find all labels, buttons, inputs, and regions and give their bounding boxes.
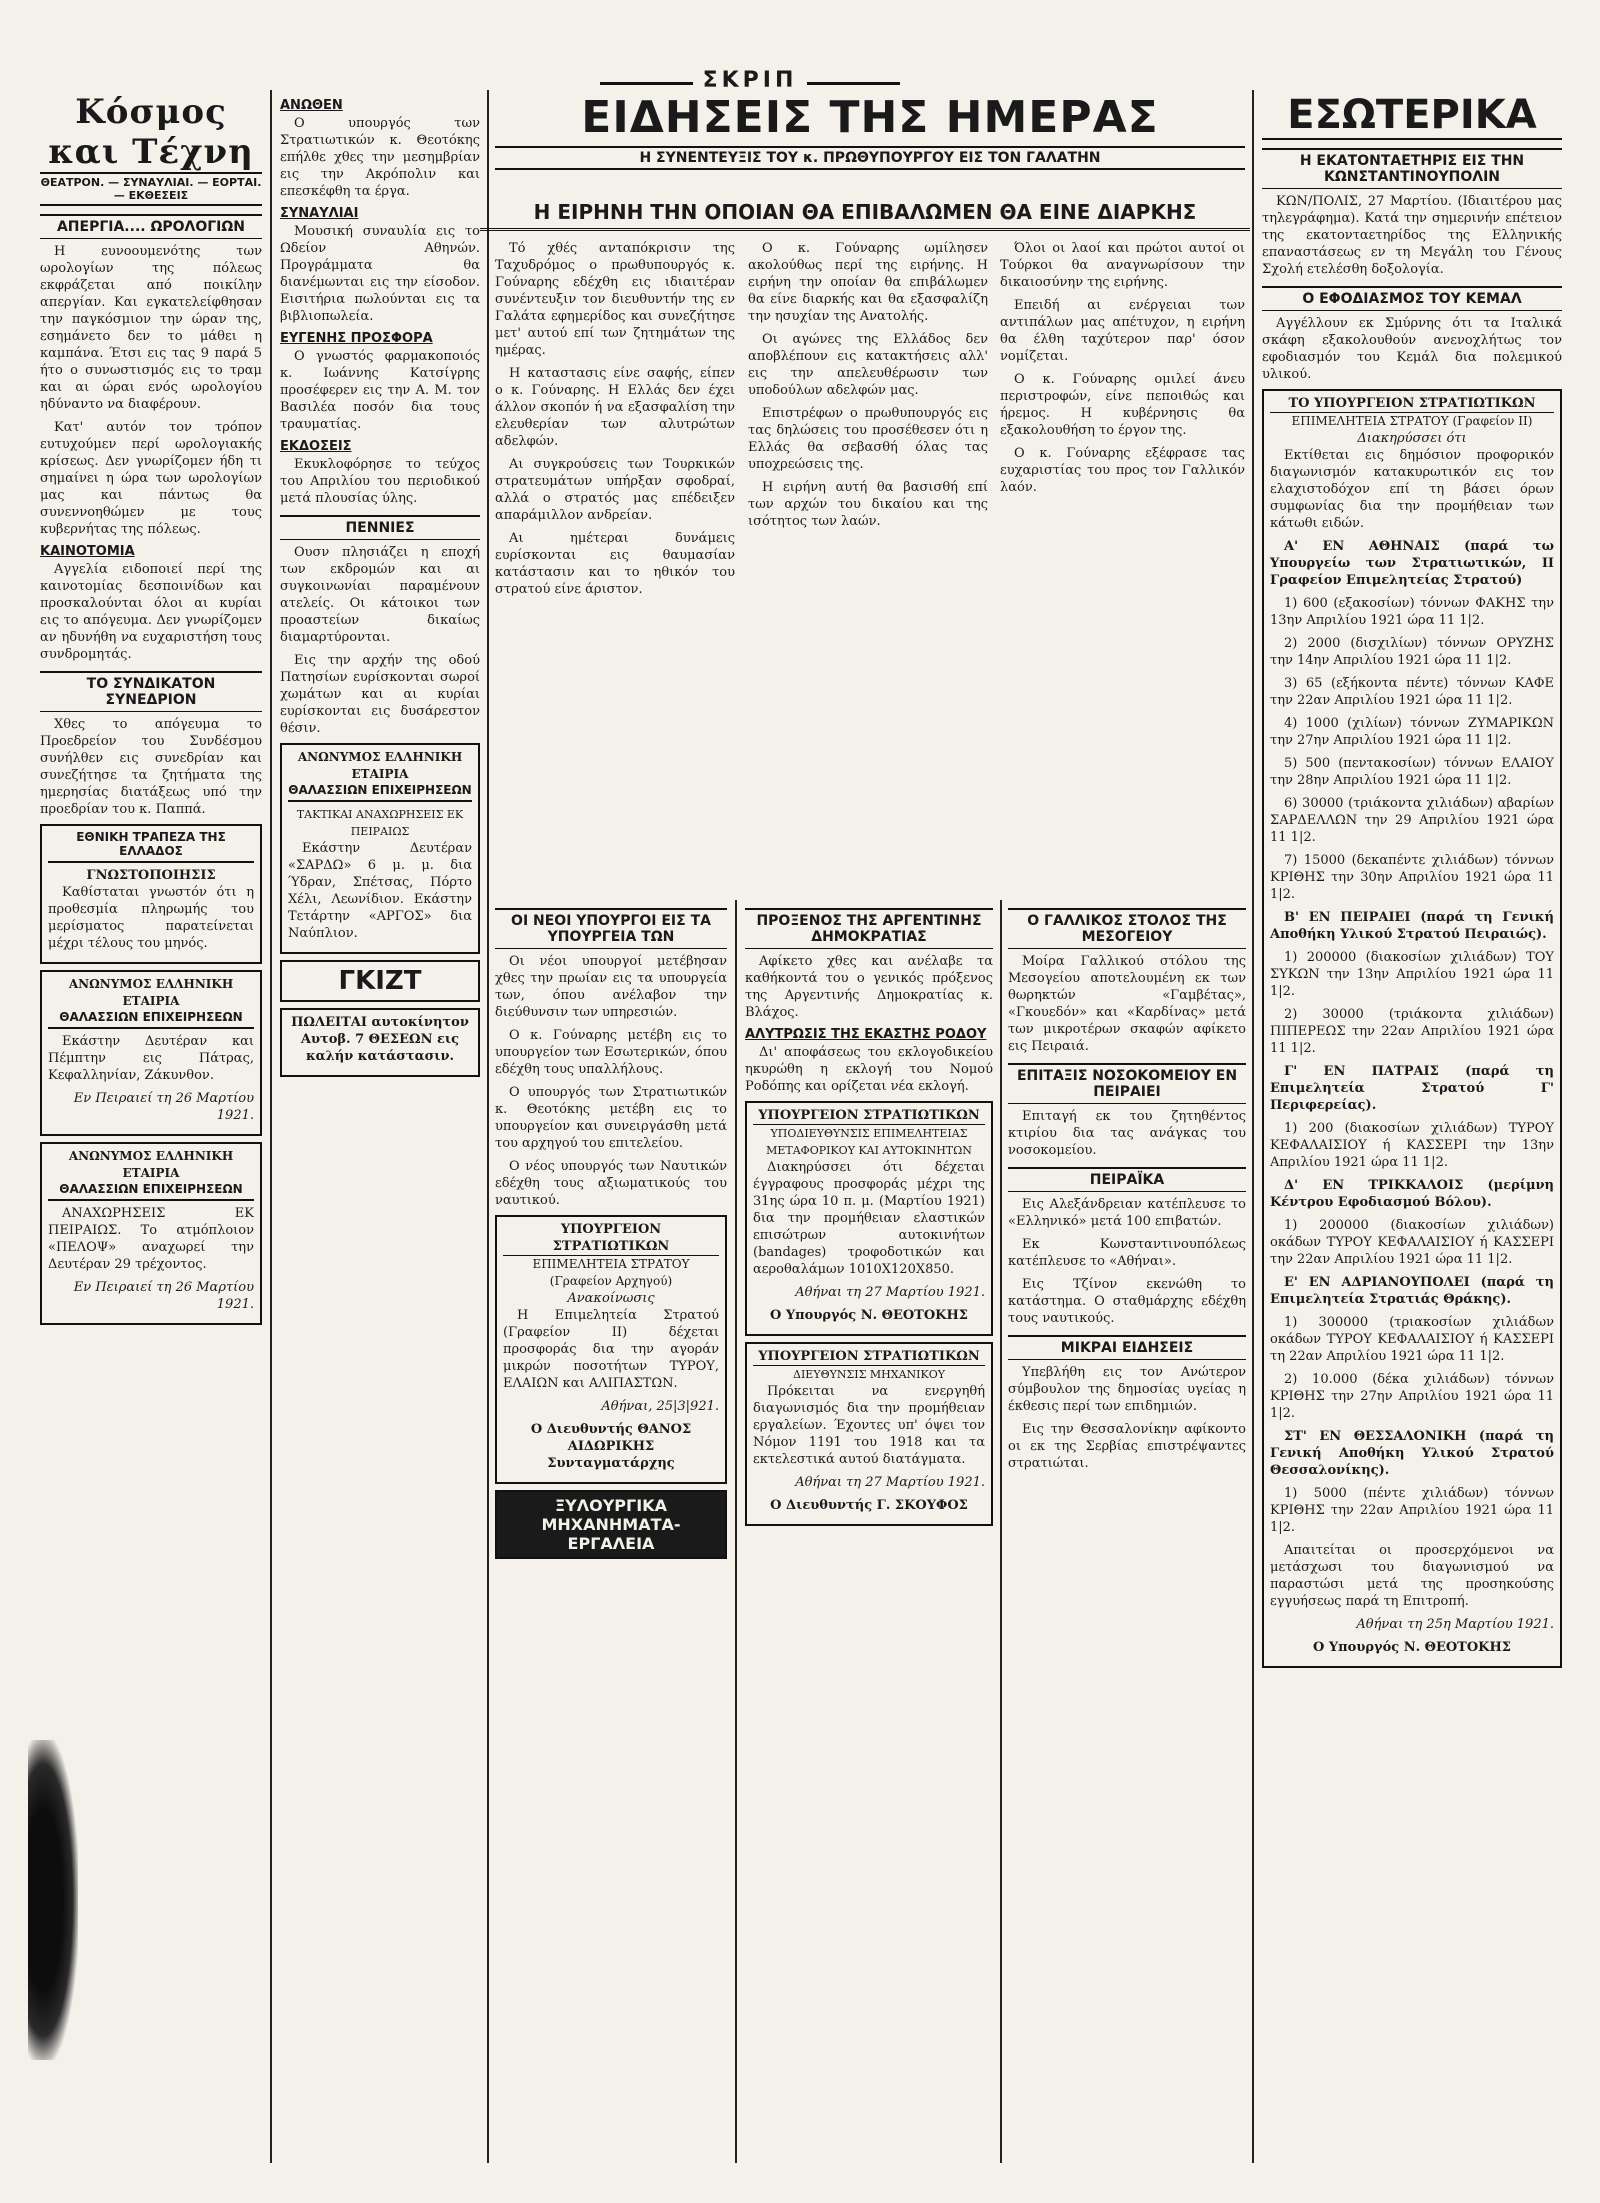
article-paragraph: Αγγελία ειδοποιεί περί της καινοτομίας δεσποινίδων και προσκαλούνται όλοι αι κυρίαι εις το απόγευμα. Δεν γνωρίζομεν αν ηδυνήθη να ευχαριστήση τους συνδρομητάς. <box>40 562 262 662</box>
article-paragraph: Εις Τζίνον εκενώθη το κατάστημα. Ο σταθμάρχης εδέχθη τους ναυτικούς. <box>1008 1277 1246 1326</box>
column-rule <box>1252 90 1254 2163</box>
notice-item: 1) 200000 (διακοσίων χιλιάδων) ΤΟΥ ΣΥΚΩΝ την 13ην Απριλίου 1921 ώρα 11 1|2. <box>1270 950 1554 999</box>
notice-subtitle: ΕΠΙΜΕΛΗΤΕΙΑ ΣΤΡΑΤΟΥ (Γραφείον ΙΙ) <box>1291 414 1533 428</box>
advertisement: ΞΥΛΟΥΡΓΙΚΑ ΜΗΧΑΝΗΜΑΤΑ-ΕΡΓΑΛΕΙΑ <box>495 1490 727 1559</box>
notice-subtitle: ΘΑΛΑΣΣΙΩΝ ΕΠΙΧΕΙΡΗΣΕΩΝ <box>48 1182 254 1201</box>
article-paragraph: Τό χθές ανταπόκρισιν της Ταχυδρόμος ο πρωθυπουργός κ. Γούναρης εδέχθη εις ιδιαιτέραν συνέντευξιν τον διευθυντήν της εν Γαλάτα εφημερίδος και συνεζήτησε μετ' αυτού επί των ζητημάτων της ημέρας. <box>495 241 735 358</box>
page-title: ΕΙΔΗΣΕΙΣ ΤΗΣ ΗΜΕΡΑΣ <box>581 92 1159 143</box>
article-paragraph: Εις Αλεξάνδρειαν κατέπλευσε το «Ελληνικό» μετά 100 επιβατών. <box>1008 1197 1246 1229</box>
notice-item: 2) 2000 (δισχιλίων) τόννων ΟΡΥΖΗΣ την 14ην Απριλίου 1921 ώρα 11 1|2. <box>1270 636 1554 668</box>
article-paragraph: Αι συγκρούσεις των Τουρκικών στρατευμάτων υπήρξαν σφοδραί, αλλά ο στρατός μας επέδειξεν απαράμιλλον ανδρείαν. <box>495 457 735 523</box>
column-center-lower-c <box>1008 900 1246 2163</box>
article-paragraph: Ο γνωστός φαρμακοποιός κ. Ιωάννης Κατσίγρης προσέφερεν εις την Α. Μ. τον Βασιλέα ποσόν δια τους τραυματίας. <box>280 349 480 432</box>
notice-item: Β' ΕΝ ΠΕΙΡΑΙΕΙ (παρά τη Γενική Αποθήκη Υλικού Στρατού Πειραιώς). <box>1270 910 1554 942</box>
article-heading: Η ΕΚΑΤΟΝΤΑΕΤΗΡΙΣ ΕΙΣ ΤΗΝ ΚΩΝΣΤΑΝΤΙΝΟΥΠΟΛΙΝ <box>1262 148 1562 189</box>
notice-date: Αθήναι τη 27 Μαρτίου 1921. <box>795 1475 985 1490</box>
column-rule <box>487 90 489 2163</box>
article-paragraph: Ουσν πλησιάζει η εποχή των εκδρομών και αι συγκοινωνίαι παραμένουν ατελείς. Οι κάτοικοι των προαστείων δικαίως διαμαρτύρονται. <box>280 545 480 645</box>
notice-title: ΕΘΝΙΚΗ ΤΡΑΠΕΖΑ ΤΗΣ ΕΛΛΑΔΟΣ <box>48 830 254 863</box>
article-heading: ΑΠΕΡΓΙΑ.... ΩΡΟΛΟΓΙΩΝ <box>40 214 262 239</box>
notice-item: 4) 1000 (χιλίων) τόννων ΖΥΜΑΡΙΚΩΝ την 27ην Απριλίου 1921 ώρα 11 1|2. <box>1270 716 1554 748</box>
article-paragraph: Χθες το απόγευμα το Προεδρείον του Συνδέσμου συνήλθεν εις συνεδρίαν και συνεζήτησε τα ζητήματα της ημερησίας διατάξεως υπό την προεδρίαν του κ. Παππά. <box>40 717 262 817</box>
notice-item: Γ' ΕΝ ΠΑΤΡΑΙΣ (παρά τη Επιμελητεία Στρατού Γ' Περιφερείας). <box>1270 1064 1554 1113</box>
notice-title: ΥΠΟΥΡΓΕΙΟΝ ΣΤΡΑΤΙΩΤΙΚΩΝ <box>753 1348 985 1366</box>
article-heading: Ο ΓΑΛΛΙΚΟΣ ΣΤΟΛΟΣ ΤΗΣ ΜΕΣΟΓΕΙΟΥ <box>1008 908 1246 949</box>
notice-title: ΑΝΩΝΥΜΟΣ ΕΛΛΗΝΙΚΗ ΕΤΑΙΡΙΑ <box>68 977 234 1008</box>
article-paragraph: Εις την Θεσσαλονίκην αφίκοντο οι εκ της Σερβίας επιστρέψαντες στρατιώται. <box>1008 1422 1246 1471</box>
article-heading: ΑΝΩΘΕΝ <box>280 98 343 113</box>
advertisement <box>280 1008 480 1077</box>
article-heading: ΑΛΥΤΡΩΣΙΣ ΤΗΣ ΕΚΑΣΤΗΣ ΡΟΔΟΥ <box>745 1027 987 1042</box>
notice-subtitle: ΓΝΩΣΤΟΠΟΙΗΣΙΣ <box>86 868 216 883</box>
notice-title: ΥΠΟΥΡΓΕΙΟΝ ΣΤΡΑΤΙΩΤΙΚΩΝ <box>503 1221 719 1256</box>
main-headline: Η ΕΙΡΗΝΗ ΤΗΝ ΟΠΟΙΑΝ ΘΑ ΕΠΙΒΑΛΩΜΕΝ ΘΑ ΕΙΝΕ ΔΙΑΡΚΗΣ <box>480 200 1250 231</box>
column-center-c <box>1000 240 1245 880</box>
article-paragraph: Ο κ. Γούναρης ομιλεί άνευ περιστροφών, είνε πεποιθώς και ήρεμος. Η κυβέρνησις θα εξακολουθήση το έργον της. <box>1000 372 1245 438</box>
page-subtitle: Η ΣΥΝΕΝΤΕΥΞΙΣ ΤΟΥ κ. ΠΡΩΘΥΠΟΥΡΓΟΥ ΕΙΣ ΤΟΝ ΓΑΛΑΤΗΝ <box>495 146 1245 170</box>
notice-text: Εκάστην Δευτέραν και Πέμπτην εις Πάτρας, Κεφαλληνίαν, Ζάκυνθον. <box>48 1034 254 1083</box>
ministry-notice <box>745 1342 993 1526</box>
article-heading: ΕΥΓΕΝΗΣ ΠΡΟΣΦΟΡΑ <box>280 331 433 346</box>
article-paragraph: Ο κ. Γούναρης μετέβη εις το υπουργείον των Εσωτερικών, όπου εδέχθη τους υπαλλήλους. <box>495 1028 727 1077</box>
notice-signature: Ο Διευθυντής ΘΑΝΟΣ ΑΙΔΩΡΙΚΗΣ Συνταγματάρχης <box>530 1422 692 1471</box>
column-second <box>280 92 480 2163</box>
article-paragraph: Εις την αρχήν της οδού Πατησίων ευρίσκονται σωροί χωμάτων και αι κυρίαι ευρίσκονται εις δυσάρεστον θέσιν. <box>280 653 480 736</box>
notice-text: ΑΝΑΧΩΡΗΣΕΙΣ ΕΚ ΠΕΙΡΑΙΩΣ. Το ατμόπλοιον «ΠΕΛΟΨ» αναχωρεί την Δευτέραν 29 τρέχοντος. <box>48 1206 254 1272</box>
notice-item: Δ' ΕΝ ΤΡΙΚΚΑΛΟΙΣ (μερίμνη Κέντρου Εφοδιασμού Βόλου). <box>1270 1178 1554 1210</box>
notice-item: 6) 30000 (τριάκοντα χιλιάδων) αβαρίων ΣΑΡΔΕΛΛΩΝ την 29 Απριλίου 1921 ώρα 11 1|2. <box>1270 796 1554 845</box>
article-paragraph: Εκ Κωνσταντινουπόλεως κατέπλευσε το «Αθήναι». <box>1008 1237 1246 1269</box>
bank-notice <box>40 824 262 964</box>
notice-date: Αθήναι τη 27 Μαρτίου 1921. <box>795 1285 985 1300</box>
ministry-notice <box>745 1101 993 1336</box>
ministry-notice <box>495 1215 727 1484</box>
notice-text: Καθίσταται γνωστόν ότι η προθεσμία πληρωμής του μερίσματος παρατείνεται μέχρι τέλους του μηνός. <box>48 885 254 951</box>
article-paragraph: Εκυκλοφόρησε το τεύχος του Απριλίου του περιοδικού μετά πλουσίας ύλης. <box>280 457 480 506</box>
article-paragraph: Η ευνοουμενότης των ωρολογίων της πόλεως εκφράζεται από ποικίλην απεργίαν. Και εγκατελείφθησαν την παγκόσμιον την ώραν της, εσημάνετο δεν το μάθει η καμπάνα. Έτσι εις τας 9 παρά 5 ήτο ο συνωστισμός εις το τραμ και αι ώραι ενός ωρολογίου ηδύναντο να διαφέρουν. <box>40 244 262 412</box>
notice-item: 1) 600 (εξακοσίων) τόννων ΦΑΚΗΣ την 13ην Απριλίου 1921 ώρα 11 1|2. <box>1270 596 1554 628</box>
notice-signature: Ο Υπουργός Ν. ΘΕΟΤΟΚΗΣ <box>770 1308 968 1323</box>
article-heading: ΠΕΙΡΑΪΚΑ <box>1008 1167 1246 1192</box>
article-paragraph: Ο υπουργός των Στρατιωτικών κ. Θεοτόκης επήλθε χθες την μεσημβρίαν εις την Ακρόπολιν και επεσκέφθη τα έργα. <box>280 116 480 199</box>
article-paragraph: Ο υπουργός των Στρατιωτικών κ. Θεοτόκης μετέβη εις το υπουργείον και συνειργάσθη μετά του αρχηγού του επιτελείου. <box>495 1085 727 1151</box>
notice-date: Αθήναι τη 25η Μαρτίου 1921. <box>1356 1617 1554 1632</box>
article-heading: ΠΡΟΞΕΝΟΣ ΤΗΣ ΑΡΓΕΝΤΙΝΗΣ ΔΗΜΟΚΡΑΤΙΑΣ <box>745 908 993 949</box>
notice-item: ΣΤ' ΕΝ ΘΕΣΣΑΛΟΝΙΚΗ (παρά τη Γενική Αποθήκη Υλικού Στρατού Θεσσαλονίκης). <box>1270 1429 1554 1478</box>
article-paragraph: Ο νέος υπουργός των Ναυτικών εδέχθη τους αξιωματικούς του ναυτικού. <box>495 1159 727 1208</box>
notice-item: 1) 300000 (τριακοσίων χιλιάδων οκάδων ΤΥΡΟΥ ΚΕΦΑΛΑΙΣΙΟΥ ή ΚΑΣΣΕΡΙ τη 22αν Απριλίου 1921 ώρα 11 1|2. <box>1270 1315 1554 1364</box>
ministry-notice <box>1262 389 1562 1668</box>
section-title: Κόσμος και Τέχνη <box>48 92 254 172</box>
paper-damage <box>28 1740 78 2060</box>
notice-item: 1) 200000 (διακοσίων χιλιάδων) οκάδων ΤΥΡΟΥ ΚΕΦΑΛΑΙΣΙΟΥ ή ΚΑΣΣΕΡΙ την 22αν Απριλίου 1921 ώρα 11 1|2. <box>1270 1218 1554 1267</box>
column-center-lower-b <box>745 900 993 2163</box>
column-center-a <box>495 240 735 880</box>
notice-item: 3) 65 (εξήκοντα πέντε) τόννων ΚΑΦΕ την 22αν Απριλίου 1921 ώρα 11 1|2. <box>1270 676 1554 708</box>
notice-title: ΑΝΩΝΥΜΟΣ ΕΛΛΗΝΙΚΗ ΕΤΑΙΡΙΑ <box>297 750 463 781</box>
notice-title: ΑΝΩΝΥΜΟΣ ΕΛΛΗΝΙΚΗ ΕΤΑΙΡΙΑ <box>68 1149 234 1180</box>
front-page-header <box>495 92 1245 172</box>
column-rule <box>735 900 737 2163</box>
article-paragraph: Δι' αποφάσεως του εκλογοδικείου ηκυρώθη η εκλογή του Νομού Ροδόπης και ορίζεται νέα εκλογή. <box>745 1045 993 1094</box>
column-center-b <box>748 240 988 880</box>
notice-item: Α' ΕΝ ΑΘΗΝΑΙΣ (παρά τω Υπουργείω των Στρατιωτικών, ΙΙ Γραφείον Επιμελητείας Στρατού) <box>1270 539 1554 588</box>
article-paragraph: Κατ' αυτόν τον τρόπον ευτυχούμεν περί ωρολογιακής κρίσεως. Δεν γνωρίζομεν ήδη τι σημαίνει η ώρα των ωρολογίων μας και πάντως θα συνεννοηθώμεν με τους κυβερνήτας της πόλεως. <box>40 420 262 537</box>
article-paragraph: Οι νέοι υπουργοί μετέβησαν χθες την πρωίαν εις τα υπουργεία των, όπου ανέλαβον την διεύθυνσιν των υπηρεσιών. <box>495 954 727 1020</box>
notice-text: Διακηρύσσει ότι δέχεται έγγραφους προσφοράς μέχρι της 31ης ώρα 10 π. μ. (Μαρτίου 1921) δια την προμήθειαν ελαστικών επισώτρων αυτοκινήτων (bandages) τροφοδοτικών και αεροθαλάμων 1010Χ120Χ850. <box>753 1160 985 1277</box>
article-paragraph: Αφίκετο χθες και ανέλαβε τα καθήκοντά του ο γενικός πρόξενος της Αργεντινής Δημοκρατίας κ. Βλάχος. <box>745 954 993 1020</box>
notice-item: 2) 10.000 (δέκα χιλιάδων) τόννων ΚΡΙΘΗΣ την 27ην Απριλίου 1921 ώρα 11 1|2. <box>1270 1372 1554 1421</box>
article-paragraph: Μοίρα Γαλλικού στόλου της Μεσογείου αποτελουμένη εκ των θωρηκτών «Γαμβέτας», «Γκουεδόν» και «Καρδίνας» μετά των μικροτέρων σκαφών αφίκετο εις Πειραιά. <box>1008 954 1246 1054</box>
article-paragraph: Ο κ. Γούναρης εξέφρασε τας ευχαριστίας του προς τον Γαλλικόν λαόν. <box>1000 446 1245 495</box>
notice-text: Εκάστην Δευτέραν «ΣΑΡΔΩ» 6 μ. μ. δια Ύδραν, Σπέτσας, Πόρτο Χέλι, Λεωνίδιον. Εκάστην Τετάρτην «ΑΡΓΟΣ» δια Ναύπλιον. <box>288 841 472 941</box>
notice-subtitle: ΘΑΛΑΣΣΙΩΝ ΕΠΙΧΕΙΡΗΣΕΩΝ <box>288 783 472 802</box>
article-paragraph: Αι ημέτεραι δυνάμεις ευρίσκονται εις θαυμασίαν κατάστασιν και το ηθικόν του στρατού είνε άριστον. <box>495 531 735 597</box>
advertisement-text: ΠΩΛΕΙΤΑΙ αυτοκίνητον Αυτοβ. 7 ΘΕΣΕΩΝ εις καλήν κατάστασιν. <box>291 1015 469 1064</box>
newspaper-masthead: ΣΚΡΙΠ <box>600 62 900 85</box>
notice-date: Αθήναι, 25|3|921. <box>601 1399 719 1414</box>
article-heading: ΜΙΚΡΑΙ ΕΙΔΗΣΕΙΣ <box>1008 1335 1246 1360</box>
advertisement-title: ΓΚΙΖΤ <box>280 960 480 1002</box>
notice-subtitle: Διακηρύσσει ότι <box>1357 431 1467 446</box>
article-paragraph: Αγγέλλουν εκ Σμύρνης ότι τα Ιταλικά σκάφη εξακολουθούν ανενοχλήτως τον εφοδιασμόν του Κεμάλ δια πολεμικού υλικού. <box>1262 316 1562 382</box>
notice-item: 2) 30000 (τριάκοντα χιλιάδων) ΠΙΠΕΡΕΩΣ την 22αν Απριλίου 1921 ώρα 11 1|2. <box>1270 1007 1554 1056</box>
company-notice <box>40 970 262 1136</box>
notice-item: 7) 15000 (δεκαπέντε χιλιάδων) τόννων ΚΡΙΘΗΣ την 30ην Απριλίου 1921 ώρα 11 1|2. <box>1270 853 1554 902</box>
article-heading: Ο ΕΦΟΔΙΑΣΜΟΣ ΤΟΥ ΚΕΜΑΛ <box>1262 286 1562 311</box>
section-title: ΕΣΩΤΕΡΙΚΑ <box>1262 92 1562 140</box>
notice-subtitle: Ανακοίνωσις <box>567 1291 655 1306</box>
article-paragraph: Όλοι οι λαοί και πρώτοι αυτοί οι Τούρκοι θα αναγνωρίσουν την δικαιοσύνην της ειρήνης. <box>1000 241 1245 290</box>
notice-title: ΥΠΟΥΡΓΕΙΟΝ ΣΤΡΑΤΙΩΤΙΚΩΝ <box>753 1107 985 1125</box>
notice-text: Εκτίθεται εις δημόσιον προφορικόν διαγωνισμόν κατακυρωτικόν εις τον ελαχιστοδόχον επί τη βάσει όρων συμφωνίας δια την προμήθειαν των κάτωθι ειδών. <box>1270 448 1554 531</box>
notice-subtitle: ΘΑΛΑΣΣΙΩΝ ΕΠΙΧΕΙΡΗΣΕΩΝ <box>48 1010 254 1029</box>
notice-item: 5) 500 (πεντακοσίων) τόννων ΕΛΑΙΟΥ την 28ην Απριλίου 1921 ώρα 11 1|2. <box>1270 756 1554 788</box>
article-heading: ΣΥΝΑΥΛΙΑΙ <box>280 206 359 221</box>
column-rule <box>1000 900 1002 2163</box>
article-heading: ΠΕΝΝΙΕΣ <box>280 515 480 540</box>
article-heading: ΤΟ ΣΥΝΔΙΚΑΤΟΝ ΣΥΝΕΔΡΙΟΝ <box>40 671 262 712</box>
notice-text: Απαιτείται οι προσερχόμενοι να μετάσχωσι του διαγωνισμού να παραστώσι μετά της προσηκούσης εγγυήσεως παρά τη Επιτροπή. <box>1270 1543 1554 1609</box>
notice-item: Ε' ΕΝ ΑΔΡΙΑΝΟΥΠΟΛΕΙ (παρά τη Επιμελητεία Στρατιάς Θράκης). <box>1270 1275 1554 1307</box>
notice-item: 1) 200 (διακοσίων χιλιάδων) ΤΥΡΟΥ ΚΕΦΑΛΑΙΣΙΟΥ ή ΚΑΣΣΕΡΙ την 13ην Απριλίου 1921 ώρα 11 1|2. <box>1270 1121 1554 1170</box>
notice-subtitle: ΕΠΙΜΕΛΗΤΕΙΑ ΣΤΡΑΤΟΥ (Γραφείον Αρχηγού) <box>532 1257 690 1288</box>
notice-subtitle: ΥΠΟΔΙΕΥΘΥΝΣΙΣ ΕΠΙΜΕΛΗΤΕΙΑΣ ΜΕΤΑΦΟΡΙΚΟΥ ΚΑΙ ΑΥΤΟΚΙΝΗΤΩΝ <box>766 1127 972 1157</box>
article-paragraph: ΚΩΝ/ΠΟΛΙΣ, 27 Μαρτίου. (Ιδιαιτέρου μας τηλεγράφημα). Κατά την σημερινήν επέτειον της εκατονταετηρίδος της Ελληνικής επαναστάσεως εν τη Μεγάλη του Γένους Σχολή ετελέσθη δοξολογία. <box>1262 194 1562 277</box>
notice-text: Πρόκειται να ενεργηθή διαγωνισμός δια την προμήθειαν εργαλείων. Έχοντες υπ' όψει τον Νόμον 1191 του 1918 και τα εκτελεστικά αυτού διατάγματα. <box>753 1384 985 1467</box>
notice-signature: Ο Διευθυντής Γ. ΣΚΟΥΦΟΣ <box>770 1498 968 1513</box>
article-paragraph: Η ειρήνη αυτή θα βασισθή επί των αρχών του δικαίου και της ισότητος των λαών. <box>748 480 988 529</box>
article-paragraph: Υπεβλήθη εις τον Ανώτερον σύμβουλον της δημοσίας υγείας η έκθεσις περί των επιδημιών. <box>1008 1365 1246 1414</box>
notice-text: Η Επιμελητεία Στρατού (Γραφείον ΙΙ) δέχεται προσφοράς δια την αγοράν μικρών ποσοτήτων ΤΥΡΟΥ, ΕΛΑΙΩΝ και ΑΛΙΠΑΣΤΩΝ. <box>503 1308 719 1391</box>
article-paragraph: Επειδή αι ενέργειαι των αντιπάλων μας απέτυχον, η ειρήνη θα έλθη ταχύτερον παρ' όσον νομίζεται. <box>1000 298 1245 364</box>
notice-title: ΤΟ ΥΠΟΥΡΓΕΙΟΝ ΣΤΡΑΤΙΩΤΙΚΩΝ <box>1270 395 1554 413</box>
article-paragraph: Μουσική συναυλία εις το Ωδείον Αθηνών. Προγράμματα θα διανέμωνται εις την είσοδον. Εισιτήρια πωλούνται εις τα βιβλιοπωλεία. <box>280 224 480 324</box>
company-notice <box>40 1142 262 1325</box>
article-heading: ΚΑΙΝΟΤΟΜΙΑ <box>40 544 135 559</box>
notice-signature: Ο Υπουργός Ν. ΘΕΟΤΟΚΗΣ <box>1313 1640 1511 1655</box>
notice-item: 1) 5000 (πέντε χιλιάδων) τόννων ΚΡΙΘΗΣ την 22αν Απριλίου 1921 ώρα 11 1|2. <box>1270 1486 1554 1535</box>
column-center-lower-a <box>495 900 727 2163</box>
article-heading: ΕΚΔΟΣΕΙΣ <box>280 439 352 454</box>
company-notice <box>280 743 480 954</box>
article-heading: ΕΠΙΤΑΞΙΣ ΝΟΣΟΚΟΜΕΙΟΥ ΕΝ ΠΕΙΡΑΙΕΙ <box>1008 1063 1246 1104</box>
notice-subtitle: ΤΑΚΤΙΚΑΙ ΑΝΑΧΩΡΗΣΕΙΣ ΕΚ ΠΕΙΡΑΙΩΣ <box>296 808 464 838</box>
article-paragraph: Επιστρέφων ο πρωθυπουργός εις τας δηλώσεις του προσέθεσεν ότι η Ελλάς θα σεβασθή όλας τας υποχρεώσεις της. <box>748 406 988 472</box>
article-paragraph: Επιταγή εκ του ζητηθέντος κτιρίου δια τας ανάγκας του νοσοκομείου. <box>1008 1109 1246 1158</box>
article-paragraph: Η καταστασις είνε σαφής, είπεν ο κ. Γούναρης. Η Ελλάς δεν έχει άλλον σκοπόν ή να εξασφαλίση την ελευθερίαν των αλυτρώτων αδελφών. <box>495 366 735 449</box>
section-subtitle: ΘΕΑΤΡΟΝ. — ΣΥΝΑΥΛΙΑΙ. — ΕΟΡΤΑΙ. — ΕΚΘΕΣΕΙΣ <box>40 172 262 206</box>
notice-subtitle: ΔΙΕΥΘΥΝΣΙΣ ΜΗΧΑΝΙΚΟΥ <box>793 1368 945 1381</box>
column-right <box>1262 92 1562 2163</box>
article-heading: ΟΙ ΝΕΟΙ ΥΠΟΥΡΓΟΙ ΕΙΣ ΤΑ ΥΠΟΥΡΓΕΙΑ ΤΩΝ <box>495 908 727 949</box>
notice-date: Εν Πειραιεί τη 26 Μαρτίου 1921. <box>73 1091 254 1123</box>
article-paragraph: Ο κ. Γούναρης ωμίλησεν ακολούθως περί της ειρήνης. Η ειρήνη την οποίαν θα επιβάλωμεν θα είνε διαρκής και θα εξασφαλίζη την ησυχίαν της Ανατολής. <box>748 241 988 324</box>
notice-date: Εν Πειραιεί τη 26 Μαρτίου 1921. <box>73 1280 254 1312</box>
column-rule <box>270 90 272 2163</box>
article-paragraph: Οι αγώνες της Ελλάδος δεν αποβλέπουν εις κατακτήσεις αλλ' εις την απελευθέρωσιν των υποδούλων αδελφών μας. <box>748 332 988 398</box>
